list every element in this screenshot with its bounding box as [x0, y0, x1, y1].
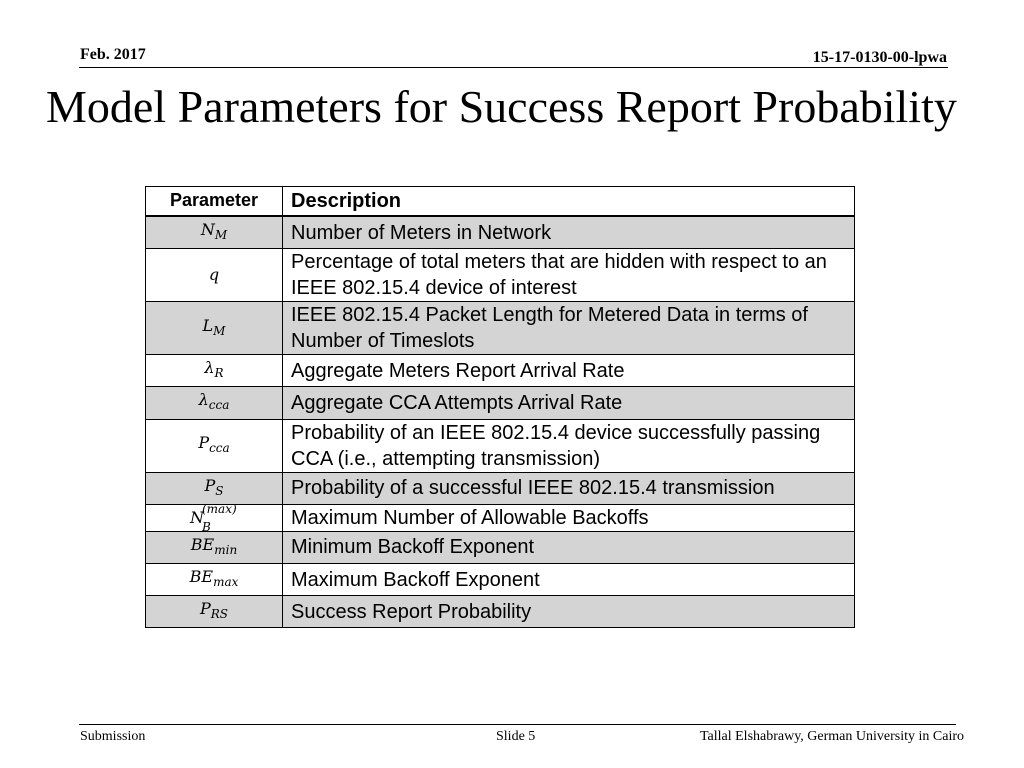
parameter-description: IEEE 802.15.4 Packet Length for Metered Data in terms of Number of Timeslots: [283, 302, 855, 355]
symbol-base: P: [199, 599, 211, 619]
parameter-symbol: [146, 387, 283, 419]
parameter-description: Number of Meters in Network: [283, 216, 855, 249]
parameter-description: Maximum Number of Allowable Backoffs: [283, 504, 855, 531]
parameter-symbol: [146, 302, 283, 355]
symbol-subscript: cca: [209, 441, 230, 456]
header-description: Description: [283, 187, 855, 217]
symbol-base: λ: [198, 390, 209, 410]
parameter-description: Probability of an IEEE 802.15.4 device successfully passing CCA (i.e., attempting transmission): [283, 419, 855, 472]
symbol-subscript: M: [214, 228, 228, 243]
parameter-symbol: [146, 249, 283, 302]
parameter-description: Probability of a successful IEEE 802.15.4 transmission: [283, 472, 855, 504]
symbol-base: N: [200, 220, 215, 239]
parameter-description: Aggregate CCA Attempts Arrival Rate: [283, 387, 855, 419]
table-row: [146, 472, 855, 504]
parameter-symbol: [146, 596, 283, 628]
symbol-base: P: [198, 432, 210, 452]
table-row: [146, 387, 855, 419]
symbol-superscript: (max): [202, 501, 237, 516]
symbol-subscript: S: [215, 483, 224, 498]
symbol-base: q: [208, 265, 220, 285]
symbol-stack: [190, 501, 238, 534]
symbol-base: L: [202, 315, 214, 335]
parameter-description: Minimum Backoff Exponent: [283, 531, 855, 563]
symbol-base: P: [204, 475, 216, 495]
table-row: [146, 419, 855, 472]
symbol-base: BE: [189, 566, 214, 586]
parameter-description: Success Report Probability: [283, 596, 855, 628]
symbol-subscript: M: [213, 323, 226, 338]
header-parameter: Parameter: [146, 187, 283, 217]
table-header-row: [146, 187, 855, 217]
header-date: Feb. 2017: [80, 46, 146, 63]
footer-slide-number: Slide 5: [496, 729, 536, 744]
symbol-base: λ: [204, 358, 215, 378]
symbol-base: BE: [190, 534, 215, 554]
parameter-symbol: [146, 419, 283, 472]
header-doc-id: 15-17-0130-00-lpwa: [812, 49, 947, 66]
parameter-description: Percentage of total meters that are hidden with respect to an IEEE 802.15.4 device of interest: [283, 249, 855, 302]
parameter-symbol: [146, 531, 283, 563]
table-row: [146, 249, 855, 302]
parameter-description: Maximum Backoff Exponent: [283, 563, 855, 595]
parameter-description: Aggregate Meters Report Arrival Rate: [283, 355, 855, 387]
table-row: [146, 596, 855, 628]
footer-submission: Submission: [80, 729, 146, 744]
slide-title: Model Parameters for Success Report Probability: [46, 81, 957, 132]
symbol-subscript: R: [214, 366, 224, 381]
symbol-base: N: [190, 507, 204, 527]
parameter-symbol: [146, 216, 283, 249]
table-row: [146, 216, 855, 249]
table-row: [146, 302, 855, 355]
symbol-subscript: max: [213, 575, 239, 590]
symbol-subscript: B: [202, 519, 211, 534]
symbol-subscript: min: [214, 542, 238, 557]
footer-divider: [79, 724, 956, 725]
table-row: [146, 563, 855, 595]
parameter-symbol: [146, 501, 283, 534]
header-divider: [79, 67, 948, 68]
table-row: [146, 531, 855, 563]
table-row: [146, 355, 855, 387]
table-row: [146, 504, 855, 531]
symbol-subscript: cca: [208, 398, 230, 413]
parameter-symbol: [146, 355, 283, 387]
parameters-table: [145, 186, 855, 628]
parameter-symbol: [146, 563, 283, 595]
symbol-subscript: RS: [210, 607, 229, 622]
footer-author: Tallal Elshabrawy, German University in Cairo: [699, 729, 964, 744]
